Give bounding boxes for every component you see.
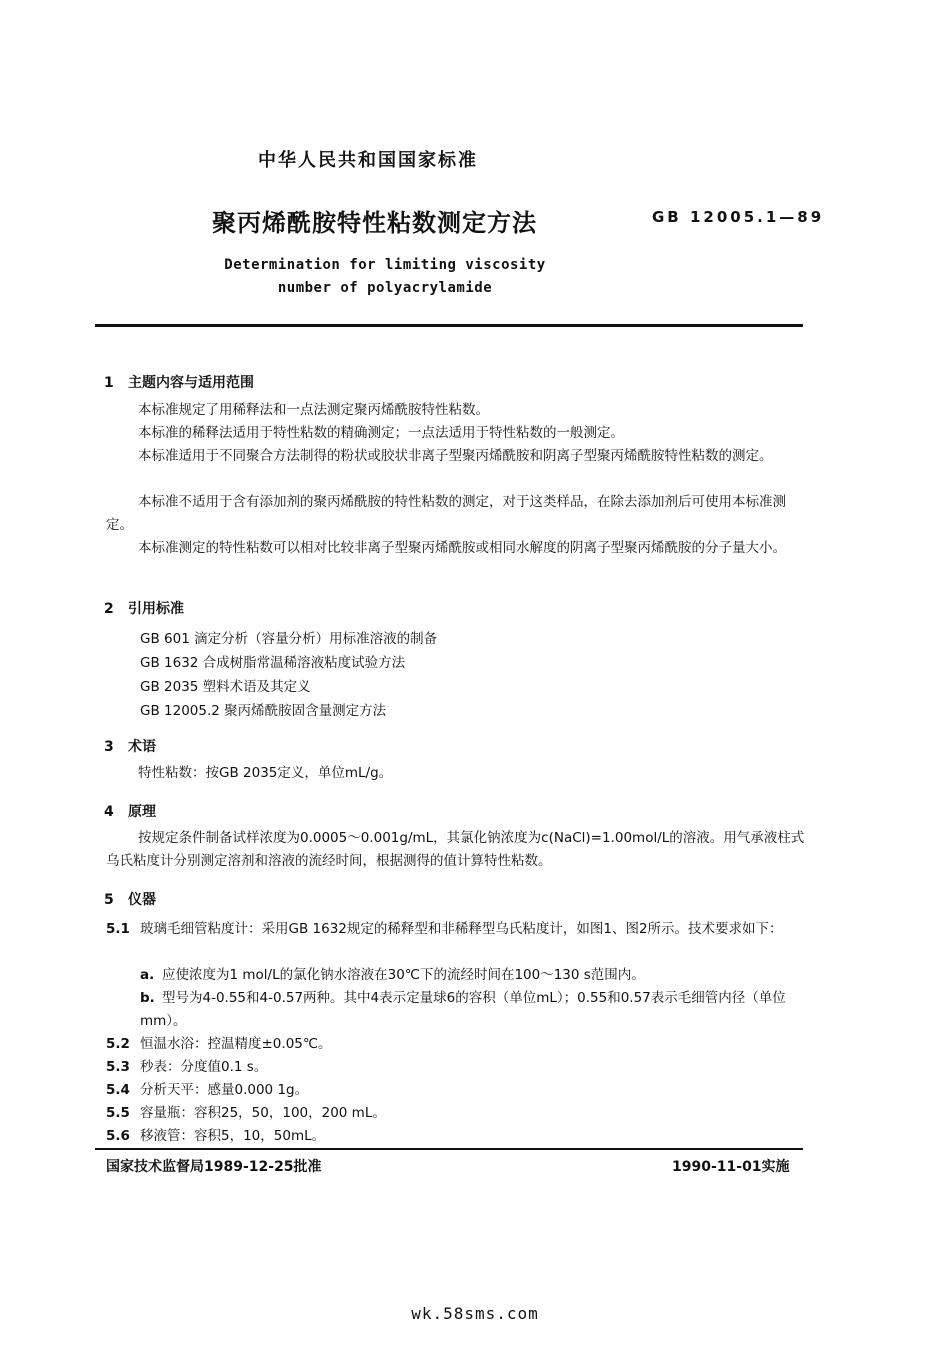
document-title: 聚丙烯酰胺特性粘数测定方法 [212, 209, 537, 237]
english-title-line-1: Determination for limiting viscosity [224, 257, 546, 273]
section-3-heading [104, 736, 156, 756]
section-4-heading [104, 801, 156, 821]
section-1-heading [104, 372, 254, 392]
section-5-heading [104, 889, 156, 909]
item-5-5-text: 容量瓶：容积25，50，100，200 mL。 [140, 1105, 386, 1121]
standard-code: GB 12005.1—89 [652, 208, 825, 226]
sub-item-b-text: 型号为4-0.55和4-0.57两种。其中4表示定量球6的容积（单位mL）；0.55和0.57表示毛细管内径（单位mm）。 [140, 990, 786, 1029]
section-1-paragraph-2: 本标准的稀释法适用于特性粘数的精确测定；一点法适用于特性粘数的一般测定。 [138, 425, 624, 441]
item-5-4-number: 5.4 [106, 1082, 130, 1098]
item-5-2-text: 恒温水浴：控温精度±0.05℃。 [140, 1036, 332, 1052]
section-1-paragraph-1: 本标准规定了用稀释法和一点法测定聚丙烯酰胺特性粘数。 [138, 402, 489, 418]
reference-item: GB 12005.2 聚丙烯酰胺固含量测定方法 [140, 703, 387, 719]
item-5-1-text: 玻璃毛细管粘度计：采用GB 1632规定的稀释型和非稀释型乌氏粘度计，如图1、图2所示。技术要求如下： [140, 921, 783, 937]
item-5-5 [106, 1102, 806, 1125]
item-5-3-text: 秒表：分度值0.1 s。 [140, 1059, 268, 1075]
section-4-number: 4 [104, 804, 114, 820]
item-5-6 [106, 1125, 806, 1148]
sub-item-a [140, 964, 806, 987]
section-2-number: 2 [104, 601, 114, 617]
approval-date: 国家技术监督局1989-12-25批准 [106, 1159, 322, 1175]
section-1-title: 主题内容与适用范围 [128, 375, 254, 391]
section-3-paragraph-1: 特性粘数：按GB 2035定义，单位mL/g。 [138, 765, 393, 781]
item-5-3-number: 5.3 [106, 1059, 130, 1075]
section-2-heading [104, 598, 184, 618]
section-1-paragraph-4: 本标准不适用于含有添加剂的聚丙烯酰胺的特性粘数的测定，对于这类样品，在除去添加剂后可使用本标准测定。 [106, 494, 786, 533]
item-5-2 [106, 1033, 806, 1056]
section-5-number: 5 [104, 892, 114, 908]
header-divider [95, 324, 803, 327]
item-5-5-number: 5.5 [106, 1105, 130, 1121]
section-3-number: 3 [104, 739, 114, 755]
effective-date: 1990-11-01实施 [672, 1159, 790, 1175]
reference-item: GB 2035 塑料术语及其定义 [140, 679, 311, 695]
reference-item: GB 601 滴定分析（容量分析）用标准溶液的制备 [140, 631, 438, 647]
section-2-title: 引用标准 [128, 601, 184, 617]
section-4-title: 原理 [128, 804, 156, 820]
section-3-title: 术语 [128, 739, 156, 755]
sub-item-b [140, 987, 806, 1033]
section-1-paragraph-3: 本标准适用于不同聚合方法制得的粉状或胶状非离子型聚丙烯酰胺和阴离子型聚丙烯酰胺特性粘数的测定。 [138, 448, 773, 464]
sub-item-b-label: b. [140, 990, 155, 1006]
item-5-1 [106, 918, 806, 941]
item-5-3 [106, 1056, 806, 1079]
section-1-paragraph-5: 本标准测定的特性粘数可以相对比较非离子型聚丙烯酰胺或相同水解度的阴离子型聚丙烯酰胺的分子量大小。 [138, 540, 786, 556]
item-5-4 [106, 1079, 806, 1102]
watermark-url: wk.58sms.com [411, 1304, 539, 1323]
item-5-6-number: 5.6 [106, 1128, 130, 1144]
sub-item-a-label: a. [140, 967, 155, 983]
section-4-paragraph-1: 按规定条件制备试样浓度为0.0005～0.001g/mL，其氯化钠浓度为c(NaCl)=1.00mol/L的溶液。用气承液柱式乌氏粘度计分别测定溶剂和溶液的流经时间，根据测得的值计算特性粘数。 [106, 830, 805, 869]
issuing-authority: 中华人民共和国国家标准 [258, 150, 478, 171]
item-5-6-text: 移液管：容积5，10，50mL。 [140, 1128, 326, 1144]
section-5-title: 仪器 [128, 892, 156, 908]
item-5-4-text: 分析天平：感量0.000 1g。 [140, 1082, 309, 1098]
sub-item-a-text: 应使浓度为1 mol/L的氯化钠水溶液在30℃下的流经时间在100～130 s范围内。 [162, 967, 645, 983]
footer-divider [95, 1148, 803, 1150]
item-5-2-number: 5.2 [106, 1036, 130, 1052]
english-title-line-2: number of polyacrylamide [277, 280, 493, 296]
item-5-1-number: 5.1 [106, 921, 130, 937]
section-1-number: 1 [104, 375, 114, 391]
reference-item: GB 1632 合成树脂常温稀溶液粘度试验方法 [140, 655, 406, 671]
